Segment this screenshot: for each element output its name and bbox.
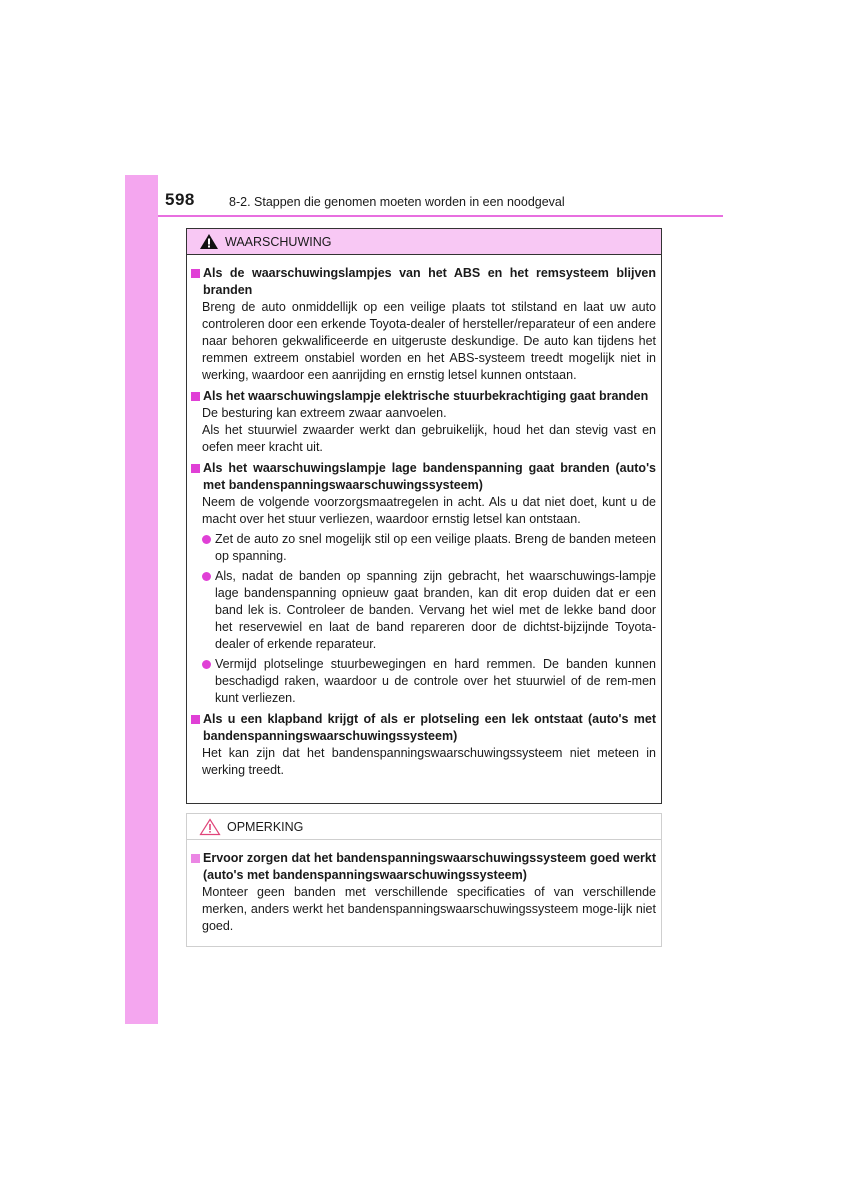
round-bullet-icon <box>202 572 211 581</box>
square-bullet-icon <box>191 854 200 863</box>
warning-box <box>186 228 662 804</box>
header-divider <box>158 215 723 217</box>
list-item: Als, nadat de banden op spanning zijn gebracht, het waarschuwings-lampje lage bandenspanning opnieuw gaat branden, kan dit erop duiden dat er een band lek is. Controleer de banden. Vervang het wiel met de lekke band door het reservewiel en laat de band repareren door de dichtst-bijzijnde Toyota-dealer of erkende reparateur. <box>202 568 656 653</box>
section-title: Als u een klapband krijgt of als er plotseling een lek ontstaat (auto's met bandenspanningswaarschuwingssysteem) <box>203 712 656 743</box>
warning-section-blowout <box>191 711 656 779</box>
notice-label: OPMERKING <box>227 819 304 834</box>
round-bullet-icon <box>202 660 211 669</box>
section-body: De besturing kan extreem zwaar aanvoelen. <box>202 406 447 420</box>
square-bullet-icon <box>191 392 200 401</box>
section-body: Neem de volgende voorzorgsmaatregelen in acht. Als u dat niet doet, kunt u de macht over het stuur verliezen, waardoor ernstig letsel kan ontstaan. <box>202 495 656 526</box>
caution-triangle-icon <box>199 818 221 836</box>
notice-header <box>187 814 661 840</box>
section-title: Ervoor zorgen dat het bandenspanningswaarschuwingssysteem goed werkt (auto's met bandenspanningswaarschuwingssysteem) <box>203 851 656 882</box>
warning-header <box>187 229 661 255</box>
section-body: Breng de auto onmiddellijk op een veilige plaats tot stilstand en laat uw auto controleren door een erkende Toyota-dealer of hersteller/reparateur of een andere naar behoren gekwalificeerde en uitgeruste deskundige. De auto kan tijdens het remmen extreem onstabiel worden en het ABS-systeem treedt mogelijk niet in werking, waardoor een aanrijding en ernstig letsel kunnen ontstaan. <box>202 300 656 382</box>
square-bullet-icon <box>191 464 200 473</box>
notice-box <box>186 813 662 947</box>
section-title: Als het waarschuwingslampje lage bandenspanning gaat branden (auto's met bandenspanningswaarschuwingssysteem) <box>203 461 656 492</box>
section-body: Het kan zijn dat het bandenspanningswaarschuwingssysteem niet meteen in werking treedt. <box>202 746 656 777</box>
section-title: Als het waarschuwingslampje elektrische stuurbekrachtiging gaat branden <box>203 389 649 403</box>
section-body: Als het stuurwiel zwaarder werkt dan gebruikelijk, houd het dan stevig vast en oefen meer kracht uit. <box>202 423 656 454</box>
warning-section-steering <box>191 388 656 456</box>
list-item: Vermijd plotselinge stuurbewegingen en hard remmen. De banden kunnen beschadigd raken, waardoor u de controle over het stuurwiel of de rem-men kunt verliezen. <box>202 656 656 707</box>
square-bullet-icon <box>191 269 200 278</box>
notice-section-tpws <box>191 850 656 935</box>
section-body: Monteer geen banden met verschillende specificaties of van verschillende merken, anders werkt het bandenspanningswaarschuwingssysteem moge-lijk niet goed. <box>202 885 656 933</box>
warning-section-abs <box>191 265 656 384</box>
square-bullet-icon <box>191 715 200 724</box>
chapter-side-tab <box>125 175 158 1024</box>
warning-section-tire-pressure <box>191 460 656 707</box>
section-title: Als de waarschuwingslampjes van het ABS en het remsysteem blijven branden <box>203 266 656 297</box>
chapter-title: 8-2. Stappen die genomen moeten worden in een noodgeval <box>229 195 565 209</box>
list-item: Zet de auto zo snel mogelijk stil op een veilige plaats. Breng de banden meteen op spanning. <box>202 531 656 565</box>
warning-triangle-icon <box>199 233 219 250</box>
round-bullet-icon <box>202 535 211 544</box>
warning-label: WAARSCHUWING <box>225 234 332 249</box>
page-number: 598 <box>165 190 195 209</box>
